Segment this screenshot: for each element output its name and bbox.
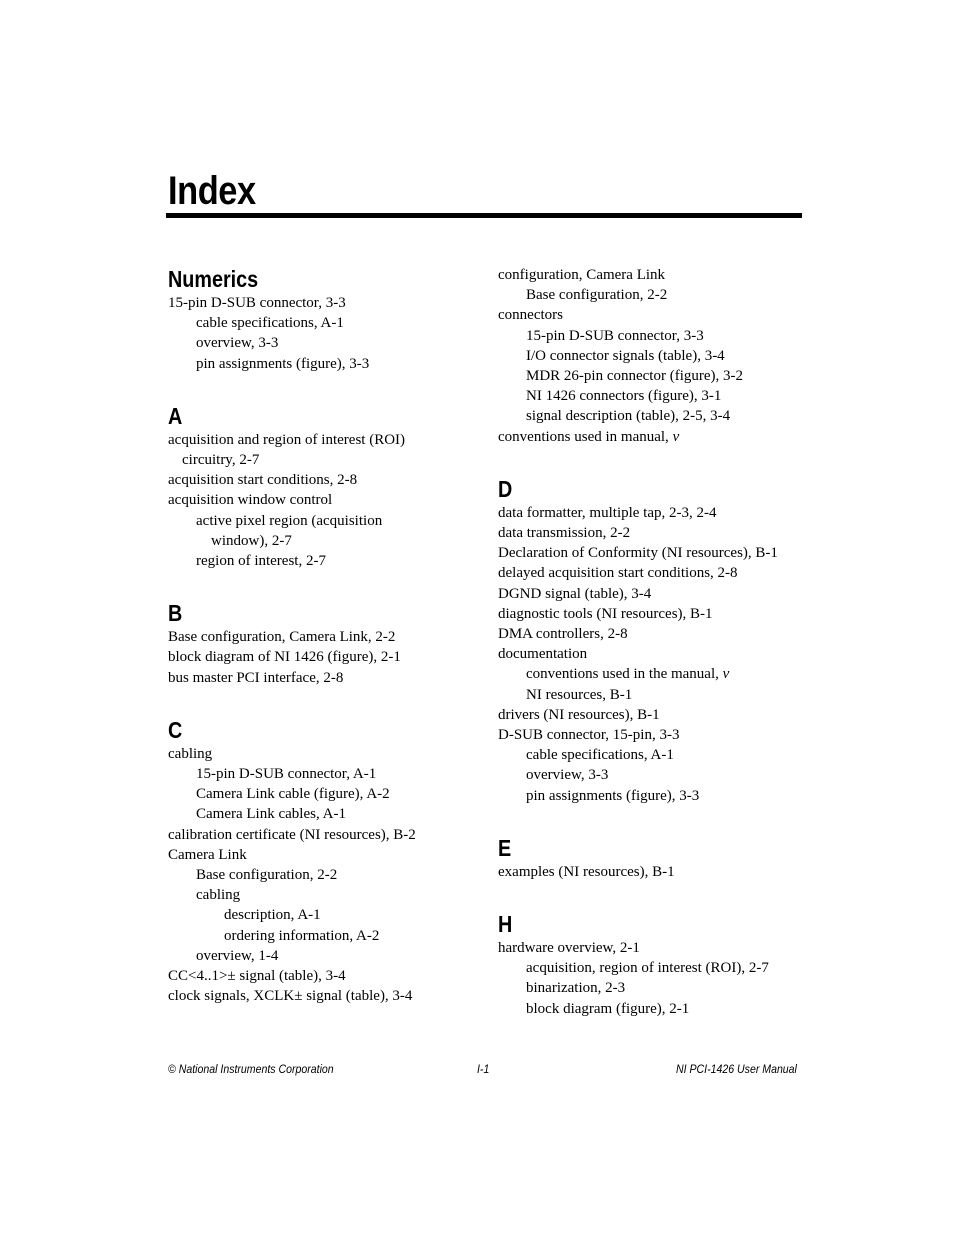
index-column-left [168,265,468,1034]
index-entry-text: D-SUB connector, 15-pin, 3-3 [498,727,680,744]
index-entry-text: circuitry, 2-7 [182,452,260,469]
index-entry [168,293,468,313]
index-entry-text: delayed acquisition start conditions, 2-8 [498,565,738,582]
index-entry [498,938,818,958]
index-entry-text: pin assignments (figure), 3-3 [526,787,700,804]
index-entry [498,604,818,624]
index-entry-text: clock signals, XCLK± signal (table), 3-4 [168,988,413,1005]
index-entry [168,946,468,966]
section-heading: C [168,716,183,743]
index-entry [498,406,818,426]
index-entry [168,764,468,784]
index-entries [168,744,468,1007]
index-entry-text: connectors [498,307,563,324]
index-entry [498,978,818,998]
index-entry [498,366,818,386]
index-entry-text: drivers (NI resources), B-1 [498,706,660,723]
index-section [168,599,468,688]
index-section [168,716,468,1007]
index-entry-text: calibration certificate (NI resources), B-2 [168,826,416,843]
index-section [498,834,818,882]
index-entry [168,668,468,688]
index-entry [168,885,468,905]
index-entry [498,745,818,765]
index-entry [168,430,468,450]
index-entry-page-ref: v [672,428,680,445]
index-entries [498,265,818,447]
index-entry-page-ref: v [722,666,730,683]
index-entry-text: Base configuration, 2-2 [526,287,668,304]
footer-copyright: © National Instruments Corporation [168,1062,334,1076]
index-entry-text: hardware overview, 2-1 [498,940,640,957]
index-entry [498,427,818,447]
index-entry [168,470,468,490]
index-entry [168,825,468,845]
index-entry [168,744,468,764]
index-entry-text: acquisition and region of interest (ROI) [168,431,406,448]
index-entry [168,865,468,885]
index-entry-text: signal description (table), 2-5, 3-4 [526,408,731,425]
index-entry-text: overview, 1-4 [196,947,279,964]
index-entry [498,563,818,583]
index-entry [498,584,818,604]
index-entry [498,725,818,745]
footer-page-number: I-1 [477,1062,490,1076]
index-entry [168,511,468,531]
index-entry [498,265,818,285]
page-title: Index [168,169,256,213]
index-entry [168,926,468,946]
index-entry-text: region of interest, 2-7 [196,553,326,570]
index-entry-text: binarization, 2-3 [526,980,626,997]
index-entry [498,685,818,705]
index-entry [168,804,468,824]
index-entry-text: data transmission, 2-2 [498,525,631,542]
index-entry [168,450,468,470]
index-entry [498,644,818,664]
index-entry-text: Base configuration, 2-2 [196,867,338,884]
index-entries [498,503,818,806]
index-entry-text: conventions used in the manual, [526,666,723,683]
index-entry-text: Camera Link cable (figure), A-2 [196,786,390,803]
index-entry-text: Camera Link [168,846,247,863]
index-entry [498,386,818,406]
index-entry-text: description, A-1 [224,907,321,924]
index-section [168,402,468,571]
section-heading: Numerics [168,266,259,292]
index-entries [168,293,468,374]
index-entry-text: 15-pin D-SUB connector, A-1 [196,766,377,783]
index-entry [498,326,818,346]
index-entry-text: cable specifications, A-1 [196,315,344,332]
index-entry [168,845,468,865]
index-entry-text: DMA controllers, 2-8 [498,626,628,643]
title-rule [166,213,802,218]
index-entry-text: DGND signal (table), 3-4 [498,585,652,602]
index-entry [498,523,818,543]
section-heading: H [498,911,513,938]
index-entry-text: active pixel region (acquisition [196,512,383,529]
index-entry [498,765,818,785]
index-section [498,265,818,447]
footer-manual-title: NI PCI-1426 User Manual [676,1062,797,1076]
index-entry [498,543,818,563]
index-entry-text: cabling [196,887,241,904]
index-entry-text: block diagram of NI 1426 (figure), 2-1 [168,649,401,666]
index-entry [168,551,468,571]
index-entry [168,966,468,986]
index-entry-text: Camera Link cables, A-1 [196,806,346,823]
index-entry-text: examples (NI resources), B-1 [498,863,675,880]
index-entry-text: bus master PCI interface, 2-8 [168,669,344,686]
index-entry [168,531,468,551]
index-entry [498,305,818,325]
index-entry [498,503,818,523]
index-entry-text: window), 2-7 [211,532,292,549]
index-entry [498,786,818,806]
index-entries [168,627,468,688]
index-entry [168,986,468,1006]
index-entry-text: overview, 3-3 [196,335,279,352]
index-entry-text: MDR 26-pin connector (figure), 3-2 [526,368,744,385]
index-entry [498,664,818,684]
index-entry [498,999,818,1019]
index-entry-text: NI 1426 connectors (figure), 3-1 [526,388,722,405]
index-entry [168,313,468,333]
index-entry [498,285,818,305]
index-entry-text: acquisition, region of interest (ROI), 2-7 [526,960,769,977]
index-entry [168,333,468,353]
index-entry [168,490,468,510]
index-entry-text: data formatter, multiple tap, 2-3, 2-4 [498,504,717,521]
index-entry [498,346,818,366]
index-section [498,910,818,1019]
index-column-right [498,265,818,1047]
index-entry-text: conventions used in manual, [498,428,673,445]
index-entry-text: cabling [168,745,213,762]
index-entry-text: 15-pin D-SUB connector, 3-3 [168,295,346,311]
section-heading: B [168,600,183,627]
index-entry-text: block diagram (figure), 2-1 [526,1000,690,1017]
index-entry [498,862,818,882]
index-entry [168,647,468,667]
index-entry-text: CC<4..1>± signal (table), 3-4 [168,968,346,985]
index-entry [498,958,818,978]
index-entry-text: pin assignments (figure), 3-3 [196,355,370,372]
index-entry-text: Base configuration, Camera Link, 2-2 [168,629,396,646]
index-entry-text: acquisition start conditions, 2-8 [168,472,358,489]
index-entry-text: cable specifications, A-1 [526,747,674,764]
index-entry-text: NI resources, B-1 [526,686,633,703]
index-entry [168,627,468,647]
section-heading: A [168,402,183,429]
index-entry-text: diagnostic tools (NI resources), B-1 [498,605,713,622]
index-entry [498,705,818,725]
index-entry-text: Declaration of Conformity (NI resources), B-1 [498,545,778,562]
index-entry-text: I/O connector signals (table), 3-4 [526,347,725,364]
index-entry-text: overview, 3-3 [526,767,609,784]
index-entry-text: documentation [498,646,588,663]
index-entries [168,430,468,571]
section-heading: D [498,475,513,502]
index-section [498,475,818,806]
index-entry [498,624,818,644]
index-entry-text: ordering information, A-2 [224,927,380,944]
index-entries [498,862,818,882]
index-entry [168,354,468,374]
index-entry-text: 15-pin D-SUB connector, 3-3 [526,327,704,344]
index-entries [498,938,818,1019]
index-entry-text: acquisition window control [168,492,333,509]
section-heading: E [498,834,512,861]
index-entry [168,905,468,925]
index-entry-text: configuration, Camera Link [498,267,666,283]
index-entry [168,784,468,804]
index-section [168,265,468,374]
